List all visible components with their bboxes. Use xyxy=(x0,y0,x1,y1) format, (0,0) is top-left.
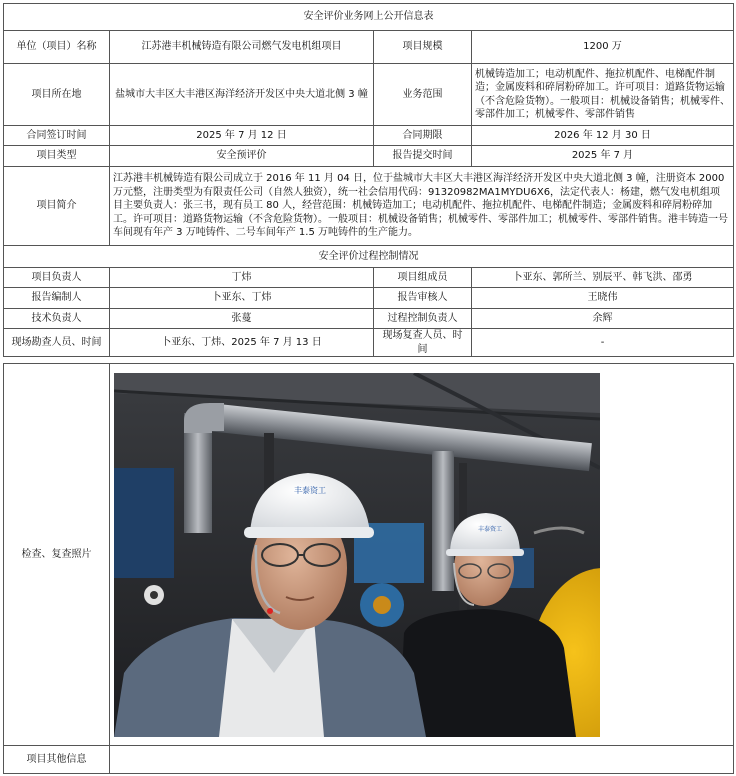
location-label: 项目所在地 xyxy=(4,64,110,126)
recheck-value: - xyxy=(472,329,734,357)
recheck-label: 现场复查人员、时间 xyxy=(374,329,472,357)
onsite-value: 卜亚东、丁炜、2025 年 7 月 13 日 xyxy=(110,329,374,357)
scale-value: 1200 万 xyxy=(472,31,734,64)
unit-label: 单位（项目）名称 xyxy=(4,31,110,64)
controller-label: 过程控制负责人 xyxy=(374,309,472,329)
compiler-label: 报告编制人 xyxy=(4,288,110,309)
type-label: 项目类型 xyxy=(4,146,110,167)
compiler-value: 卜亚东、丁炜 xyxy=(110,288,374,309)
members-label: 项目组成员 xyxy=(374,268,472,288)
intro-label: 项目简介 xyxy=(4,167,110,246)
leader-label: 项目负责人 xyxy=(4,268,110,288)
reviewer-value: 王晓伟 xyxy=(472,288,734,309)
report-time-label: 报告提交时间 xyxy=(374,146,472,167)
intro-value: 江苏港丰机械铸造有限公司成立于 2016 年 11 月 04 日，位于盐城市大丰区大丰港区海洋经济开发区中央大道北侧 3 幢，注册资本 2000 万元整，注册类型为有限责任公司（自然人独资），统一社会信用代码：91320982MA1MYDU6X6，法定代表人：杨建，燃气发电机组项目主要负责人：张三书，现有员工 80 人，经营范围：机械铸造加工；电动机配件、拖拉机配件、电梯配件制造；金属废料和碎屑粉碎加工。许可项目：道路货物运输（不含危险货物）。一般项目：机械设备销售；机械零件、零部件加工；机械零件、零部件销售。港丰铸造一号车间现有年产 3 万吨铸件、二号车间年产 1.5 万吨铸件的生产能力。 xyxy=(110,167,734,246)
leader-value: 丁炜 xyxy=(110,268,374,288)
inspection-photo xyxy=(114,373,600,737)
report-time-value: 2025 年 7 月 xyxy=(472,146,734,167)
contract-period-label: 合同期限 xyxy=(374,126,472,146)
other-value xyxy=(110,746,734,774)
onsite-label: 现场勘查人员、时间 xyxy=(4,329,110,357)
tech-value: 张蔓 xyxy=(110,309,374,329)
contract-period-value: 2026 年 12 月 30 日 xyxy=(472,126,734,146)
reviewer-label: 报告审核人 xyxy=(374,288,472,309)
scale-label: 项目规模 xyxy=(374,31,472,64)
process-heading: 安全评价过程控制情况 xyxy=(4,246,734,268)
helmet-logo-text: 丰泰资工 xyxy=(294,485,326,495)
photo-table xyxy=(3,363,734,774)
contract-date-value: 2025 年 7 月 12 日 xyxy=(110,126,374,146)
other-label: 项目其他信息 xyxy=(4,746,110,774)
contract-date-label: 合同签订时间 xyxy=(4,126,110,146)
controller-value: 余辉 xyxy=(472,309,734,329)
info-table xyxy=(3,3,734,357)
members-value: 卜亚东、郭所兰、别辰平、韩飞洪、邵勇 xyxy=(472,268,734,288)
helmet-logo-text-2: 丰泰资工 xyxy=(477,525,503,533)
photo-label: 检查、复查照片 xyxy=(4,364,110,746)
tech-label: 技术负责人 xyxy=(4,309,110,329)
location-value: 盐城市大丰区大丰港区海洋经济开发区中央大道北侧 3 幢 xyxy=(110,64,374,126)
business-value: 机械铸造加工；电动机配件、拖拉机配件、电梯配件制造；金属废料和碎屑粉碎加工。许可项目：道路货物运输（不含危险货物）。一般项目：机械设备销售；机械零件、零部件加工；机械零件、零部件销售 xyxy=(472,64,734,126)
photo-cell xyxy=(110,364,734,746)
business-label: 业务范围 xyxy=(374,64,472,126)
table-title: 安全评价业务网上公开信息表 xyxy=(4,4,734,31)
type-value: 安全预评价 xyxy=(110,146,374,167)
unit-value: 江苏港丰机械铸造有限公司燃气发电机组项目 xyxy=(110,31,374,64)
